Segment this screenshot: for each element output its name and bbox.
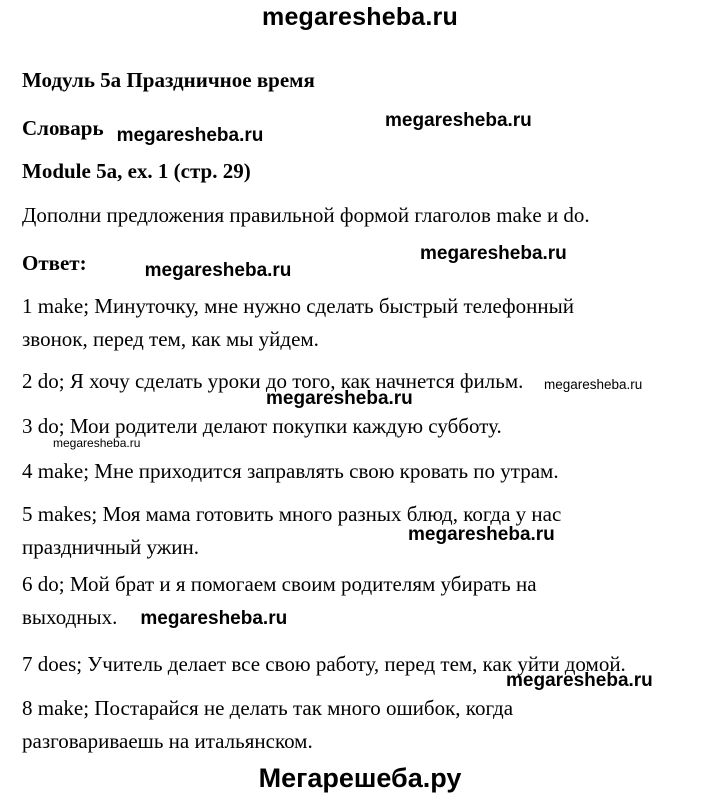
answer-item-5 <box>22 498 698 564</box>
watermark-text: megaresheba.ru <box>266 388 413 409</box>
answer-item-3: 3 do; Мои родители делают покупки каждую субботу. <box>22 414 502 438</box>
answer-item-6 <box>22 568 698 634</box>
answer-text-line: 8 make; Постарайся не делать так много ошибок, когда <box>22 696 514 720</box>
section-title: Словарь <box>22 116 104 140</box>
answer-item-1 <box>22 290 698 356</box>
answer-text-line: звонок, перед тем, как мы уйдем. <box>22 327 319 351</box>
answer-text-line: праздничный ужин. <box>22 535 199 559</box>
watermark-text: megaresheba.ru <box>408 524 555 545</box>
module-title: Модуль 5a Праздничное время <box>22 68 315 92</box>
answer-item-2: 2 do; Я хочу сделать уроки до того, как начнется фильм. <box>22 369 524 393</box>
answer-label-line <box>22 247 698 280</box>
watermark-text: megaresheba.ru <box>116 125 264 146</box>
answer-text-line: выходных. <box>22 605 118 629</box>
site-footer-title: Мегарешеба.ру <box>258 763 462 793</box>
watermark-text: megaresheba.ru <box>144 260 292 281</box>
answer-text-line: 1 make; Минуточку, мне нужно сделать быстрый телефонный <box>22 294 574 318</box>
section-title-line <box>22 112 698 145</box>
answer-item-4: 4 make; Мне приходится заправлять свою кровать по утрам. <box>22 459 559 483</box>
exercise-title: Module 5a, ex. 1 (стр. 29) <box>22 159 251 183</box>
answer-item-7: 7 does; Учитель делает все свою работу, перед тем, как уйти домой. <box>22 652 626 676</box>
watermark-text: megaresheba.ru <box>385 110 532 131</box>
watermark-text: megaresheba.ru <box>506 670 653 691</box>
answer-text-line: 6 do; Мой брат и я помогаем своим родителям убирать на <box>22 572 537 596</box>
answer-text-line: разговариваешь на итальянском. <box>22 729 313 753</box>
watermark-text: megaresheba.ru <box>53 436 141 450</box>
answer-item-8 <box>22 692 698 758</box>
answer-label: Ответ: <box>22 251 87 275</box>
watermark-text: megaresheba.ru <box>140 608 288 629</box>
watermark-text: megaresheba.ru <box>420 243 567 264</box>
watermark-text: megaresheba.ru <box>544 377 643 392</box>
answer-text-line: 5 makes; Моя мама готовить много разных блюд, когда у нас <box>22 502 562 526</box>
site-header-title: megaresheba.ru <box>262 3 458 31</box>
task-text: Дополни предложения правильной формой глаголов make и do. <box>22 203 590 227</box>
document-body <box>0 64 720 758</box>
